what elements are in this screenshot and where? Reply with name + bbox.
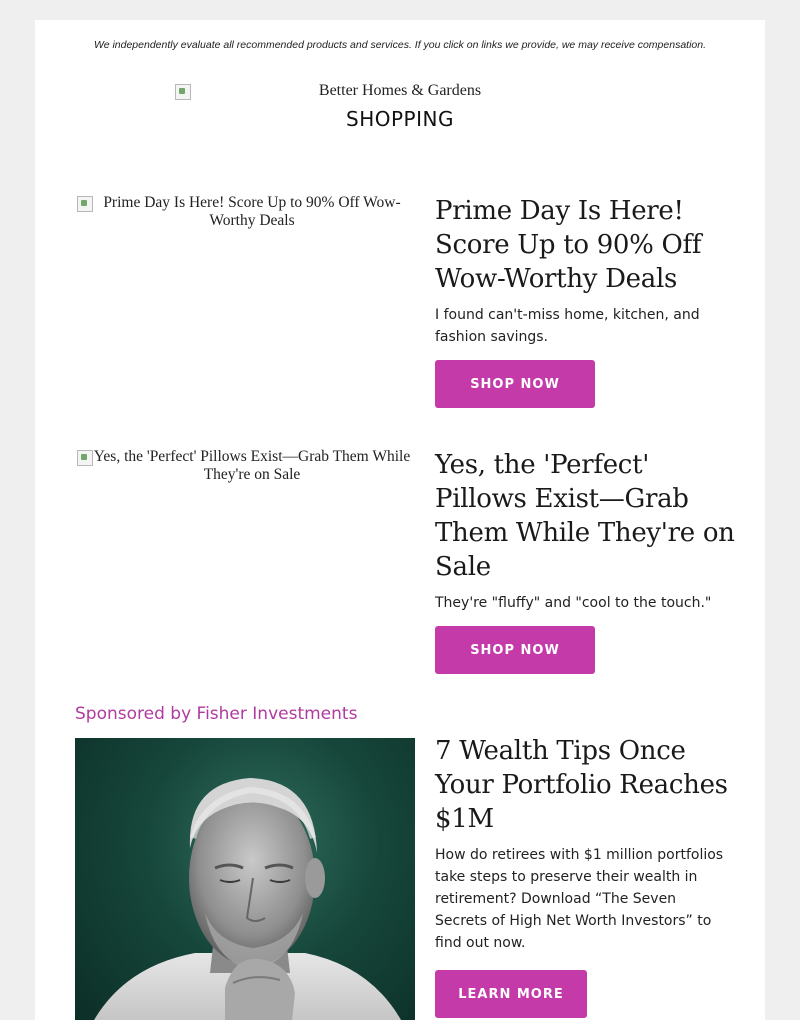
email-body <box>35 20 765 1020</box>
broken-image-icon <box>77 450 93 466</box>
broken-image-icon <box>77 196 93 212</box>
article-image[interactable] <box>75 448 415 484</box>
shop-now-button[interactable]: SHOP NOW <box>435 360 595 408</box>
article-image[interactable] <box>75 194 415 230</box>
article-title[interactable]: Prime Day Is Here! Score Up to 90% Off Wow-Worthy Deals <box>435 196 702 294</box>
logo-alt-text: Better Homes & Gardens <box>318 82 482 99</box>
shop-now-button[interactable]: SHOP NOW <box>435 626 595 674</box>
brand-logo[interactable] <box>35 82 765 100</box>
article-title[interactable]: Yes, the 'Perfect' Pillows Exist—Grab Them While They're on Sale <box>435 450 735 582</box>
learn-more-button[interactable]: LEARN MORE <box>435 970 587 1018</box>
section-label: SHOPPING <box>346 107 454 131</box>
article-description: They're "fluffy" and "cool to the touch." <box>435 595 712 611</box>
broken-image-icon <box>175 84 191 100</box>
man-portrait-illustration <box>75 738 415 1020</box>
disclaimer-text: We independently evaluate all recommended products and services. If you click on links we provide, we may receive compensation. <box>93 39 707 51</box>
image-alt-text: Prime Day Is Here! Score Up to 90% Off Wow-Worthy Deals <box>103 194 401 229</box>
sponsor-label: Sponsored by Fisher Investments <box>75 704 358 724</box>
sponsored-description: How do retirees with $1 million portfolios take steps to preserve their wealth in retirement? Download “The Seven Secrets of High Net Worth Investors” to find out now. <box>435 847 724 951</box>
image-alt-text: Yes, the 'Perfect' Pillows Exist—Grab Them While They're on Sale <box>93 448 411 483</box>
sponsored-photo[interactable] <box>75 738 415 1020</box>
sponsored-title[interactable]: 7 Wealth Tips Once Your Portfolio Reaches $1M <box>435 736 728 834</box>
article-description: I found can't-miss home, kitchen, and fashion savings. <box>435 307 700 345</box>
